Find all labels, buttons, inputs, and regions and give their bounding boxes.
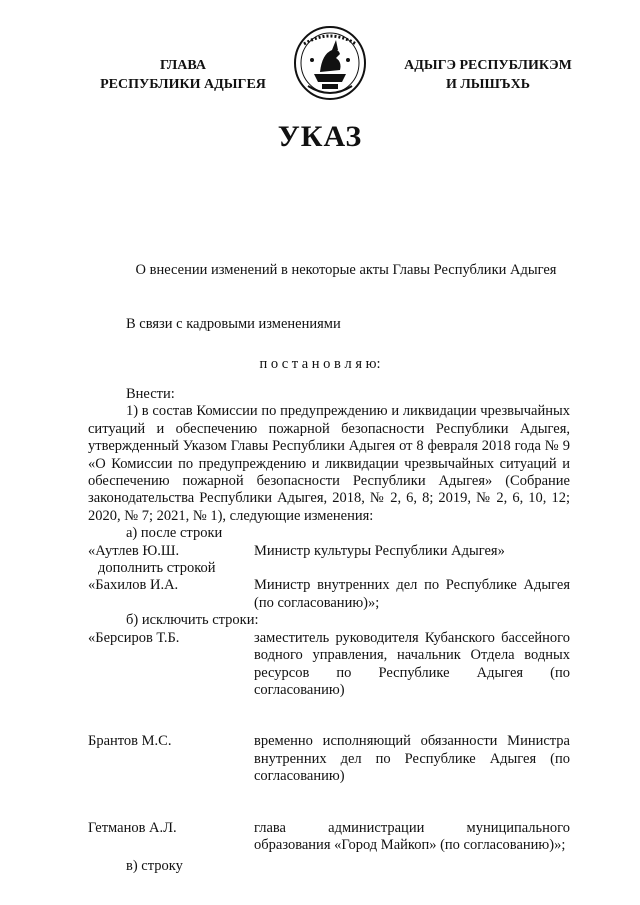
roster-row (88, 630, 570, 700)
document-title: УКАЗ (277, 120, 363, 153)
item-c-line: в) строку (126, 858, 183, 875)
roster-name: «Аутлев Ю.Ш. (88, 542, 180, 559)
issuer-header-adyghe (388, 56, 588, 94)
item-b-exclude: б) исключить строки: (126, 612, 259, 629)
issuer-line-1: ГЛАВА (160, 58, 206, 73)
intro-line: Внести: (126, 386, 175, 402)
item-a-add: дополнить строкой (98, 560, 216, 577)
issuer-line-2-adyghe: И ЛЫШЪХЬ (445, 77, 531, 92)
decree-word: п о с т а н о в л я ю: (259, 356, 381, 372)
roster-position: Министр внутренних дел по Республике Адыгея (по согласованию)»; (254, 577, 570, 611)
coat-of-arms-icon (292, 24, 368, 102)
document-body (88, 386, 570, 876)
roster-name: «Берсиров Т.Б. (88, 629, 180, 646)
roster-name: «Бахилов И.А. (88, 577, 179, 594)
preamble: В связи с кадровыми изменениями (126, 316, 341, 332)
issuer-line-2: РЕСПУБЛИКИ АДЫГЕЯ (100, 77, 266, 92)
roster-name: Гетманов А.Л. (88, 819, 177, 836)
roster-row (88, 820, 570, 855)
issuer-header-russian (88, 56, 278, 94)
roster-position: заместитель руководителя Кубанского бассейного водного управления, начальник Отдела водных ресурсов по Республике Адыгея (по согласованию) (254, 629, 570, 698)
item-a-after: а) после строки (126, 525, 223, 542)
roster-row (88, 577, 570, 612)
item-1-paragraph: 1) в состав Комиссии по предупреждению и ликвидации чрезвычайных ситуаций и обеспечению пожарной безопасности Республики Адыгея, утвержденный Указом Главы Республики Адыгея от 8 февраля 2018 года № 9 «О Комиссии по предупреждению и ликвидации чрезвычайных ситуаций и обеспечению пожарной безопасности Республики Адыгея» (Собрание законодательства Республики Адыгея, 2018, № 2, 6, 8; 2019, № 2, 6, 10, 12; 2020, № 7; 2021, № 1), следующие изменения: (88, 403, 570, 524)
roster-position: Министр культуры Республики Адыгея» (254, 542, 505, 559)
roster-name: Брантов М.С. (88, 733, 172, 750)
roster-position: глава администрации муниципального образования «Город Майкоп» (по согласованию)»; (254, 819, 570, 853)
issuer-line-1-adyghe: АДЫГЭ РЕСПУБЛИКЭМ (404, 58, 572, 73)
roster-position: временно исполняющий обязанности Министра внутренних дел по Республике Адыгея (по согласованию) (254, 733, 570, 785)
roster-row (88, 733, 570, 785)
document-subject: О внесении изменений в некоторые акты Главы Республики Адыгея (135, 262, 557, 278)
roster-row (88, 543, 570, 560)
